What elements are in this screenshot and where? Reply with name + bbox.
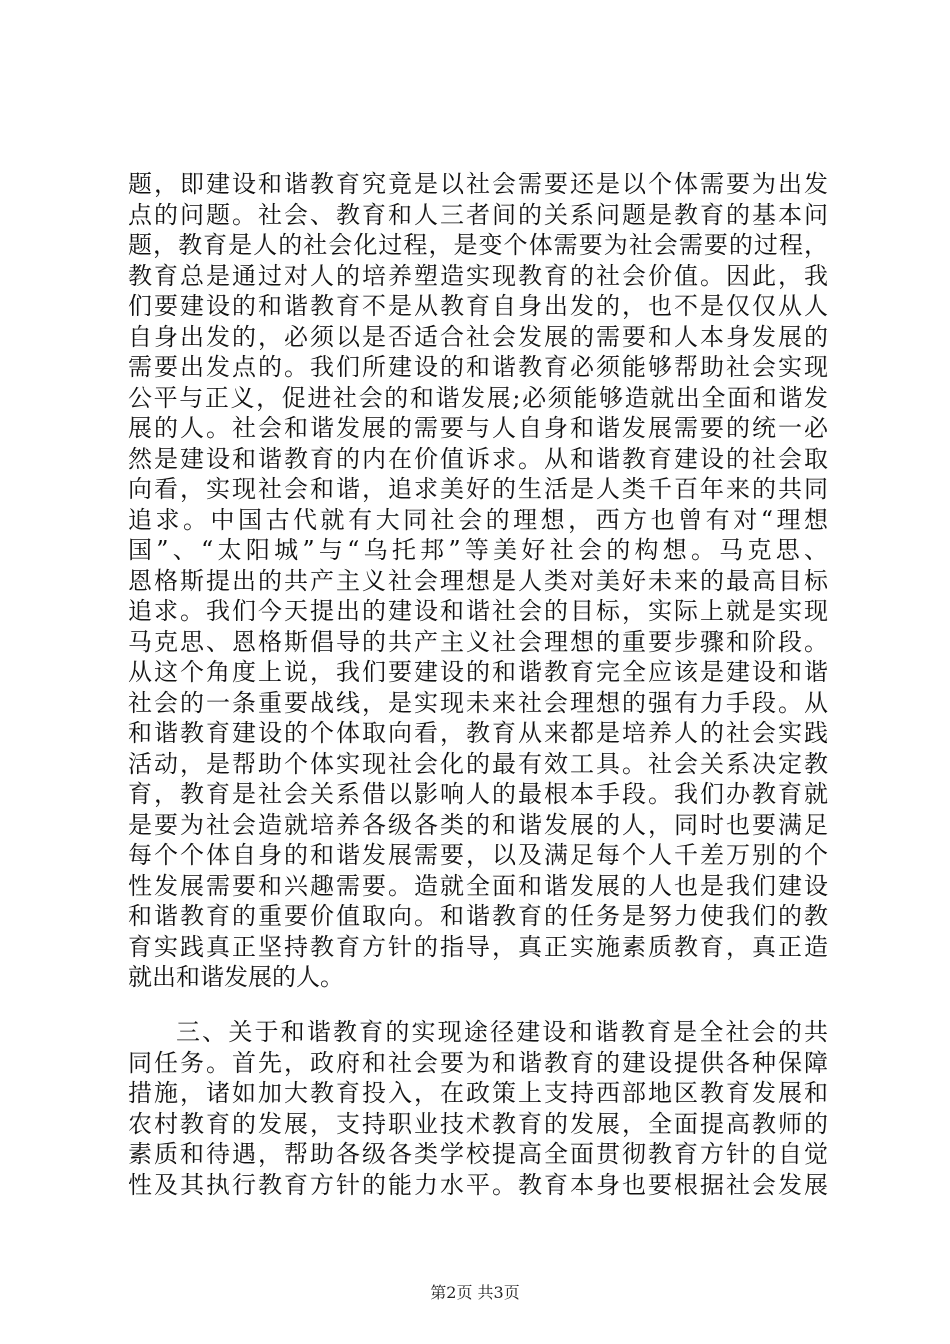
text-line: 育，教育是社会关系借以影响人的最根本手段。我们办教育就 [128,780,828,808]
text-line: 恩格斯提出的共产主义社会理想是人类对美好未来的最高目标 [128,566,828,595]
text-line: 国”、“太阳城”与“乌托邦”等美好社会的构想。马克思、 [128,536,828,564]
text-line: 追求。我们今天提出的建设和谐社会的目标，实际上就是实现 [128,597,828,625]
paragraph-2 [128,1017,828,1200]
paragraph-1 [128,169,828,993]
text-line: 然是建设和谐教育的内在价值诉求。从和谐教育建设的社会取 [128,444,828,473]
text-line: 们要建设的和谐教育不是从教育自身出发的，也不是仅仅从人 [128,292,828,320]
text-line: 需要出发点的。我们所建设的和谐教育必须能够帮助社会实现 [128,353,828,381]
text-line: 农村教育的发展，支持职业技术教育的发展，全面提高教师的 [128,1109,828,1138]
text-line: 三、关于和谐教育的实现途径建设和谐教育是全社会的共 [176,1018,828,1046]
text-line: 公平与正义，促进社会的和谐发展;必须能够造就出全面和谐发 [128,383,828,412]
text-line: 性发展需要和兴趣需要。造就全面和谐发展的人也是我们建设 [128,871,828,900]
text-line: 向看，实现社会和谐，追求美好的生活是人类千百年来的共同 [128,475,828,503]
text-line: 追求。中国古代就有大同社会的理想，西方也曾有对“理想 [128,505,828,534]
text-line: 教育总是通过对人的培养塑造实现教育的社会价值。因此，我 [128,261,828,290]
text-line: 和谐教育建设的个体取向看，教育从来都是培养人的社会实践 [128,719,828,747]
text-line: 活动，是帮助个体实现社会化的最有效工具。社会关系决定教 [128,749,828,778]
text-line: 素质和待遇，帮助各级各类学校提高全面贯彻教育方针的自觉 [128,1140,828,1168]
text-line: 同任务。首先，政府和社会要为和谐教育的建设提供各种保障 [128,1048,828,1077]
text-line: 育实践真正坚持教育方针的指导，真正实施素质教育，真正造 [128,932,828,961]
text-line: 马克思、恩格斯倡导的共产主义社会理想的重要步骤和阶段。 [128,627,828,656]
text-line: 题，教育是人的社会化过程，是变个体需要为社会需要的过程， [128,231,828,259]
text-line: 从这个角度上说，我们要建设的和谐教育完全应该是建设和谐 [128,658,828,686]
text-line: 性及其执行教育方针的能力水平。教育本身也要根据社会发展 [128,1170,828,1199]
text-line: 点的问题。社会、教育和人三者间的关系问题是教育的基本问 [128,200,828,229]
text-line: 社会的一条重要战线，是实现未来社会理想的强有力手段。从 [128,688,828,717]
text-line: 自身出发的，必须以是否适合社会发展的需要和人本身发展的 [128,322,828,351]
text-line: 展的人。社会和谐发展的需要与人自身和谐发展需要的统一必 [128,414,828,442]
text-line: 是要为社会造就培养各级各类的和谐发展的人，同时也要满足 [128,810,828,839]
text-line: 和谐教育的重要价值取向。和谐教育的任务是努力使我们的教 [128,902,828,930]
page-footer: 第2页 共3页 [430,1283,520,1302]
text-line: 就出和谐发展的人。 [128,963,344,991]
text-line: 每个个体自身的和谐发展需要，以及满足每个人千差万别的个 [128,841,828,869]
text-line: 措施，诸如加大教育投入，在政策上支持西部地区教育发展和 [128,1079,828,1107]
text-line: 题，即建设和谐教育究竟是以社会需要还是以个体需要为出发 [128,170,828,198]
